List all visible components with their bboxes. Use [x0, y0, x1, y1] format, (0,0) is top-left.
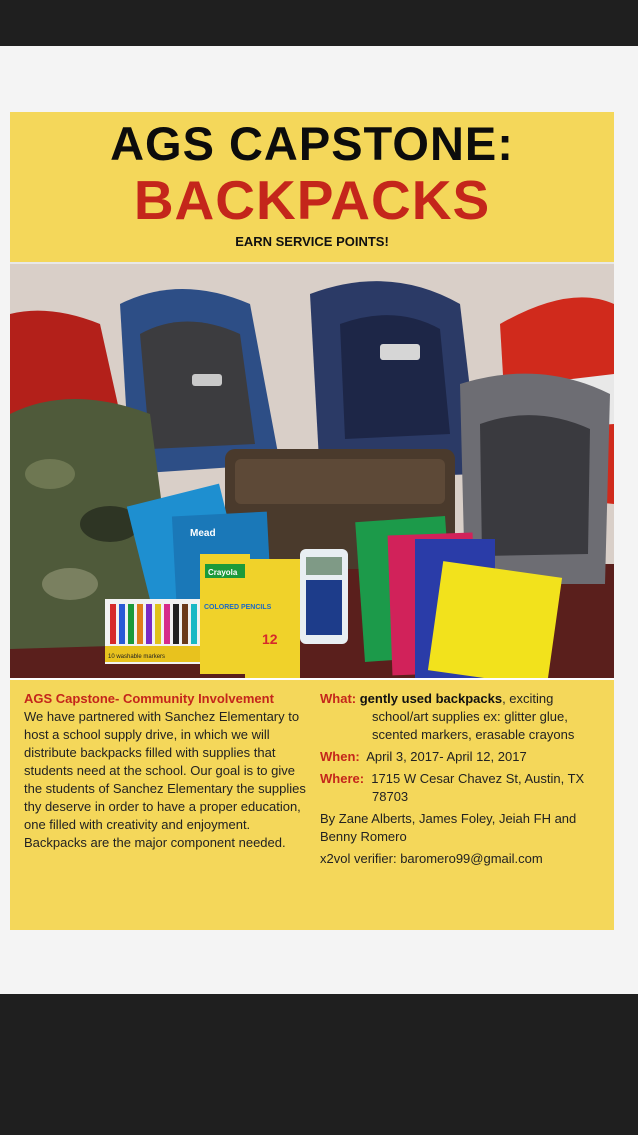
notebook-yellow: [428, 561, 562, 678]
pencils-count: 12: [262, 631, 278, 647]
about-heading: AGS Capstone- Community Involvement: [24, 691, 274, 706]
what-rest-2: school/art supplies ex: glitter glue, scented markers, erasable crayons: [372, 709, 575, 742]
what-bold: gently used backpacks: [359, 691, 503, 706]
title-line-2: BACKPACKS: [133, 169, 491, 231]
flyer: [10, 112, 614, 930]
document-page: [0, 46, 638, 994]
what-label: What:: [320, 691, 357, 706]
pencils-label: COLORED PENCILS: [204, 604, 272, 611]
markers-label: 10 washable markers: [108, 654, 166, 660]
when-row: [320, 748, 608, 766]
subtitle: EARN SERVICE POINTS!: [235, 234, 389, 249]
when-label: When:: [320, 749, 360, 764]
where-label: Where:: [320, 771, 365, 786]
where-row: [320, 770, 608, 806]
about-body: We have partnered with Sanchez Elementary to host a school supply drive, in which we will distribute backpacks filled with supplies that students need at the school. Our goal is to give the students of Sanchez Elementary the supplies thy deserve in order to have a proper education, one filled with creativity and enjoyment. Backpacks are the major component needed.: [24, 709, 306, 850]
about-column: [24, 690, 306, 852]
what-rest-1: , exciting: [502, 691, 554, 706]
when-value: April 3, 2017- April 12, 2017: [366, 749, 527, 764]
verifier: x2vol verifier: baromero99@gmail.com: [320, 851, 543, 866]
backpacks-photo-illustration: [10, 264, 614, 678]
where-value: 1715 W Cesar Chavez St, Austin, TX 78703: [371, 771, 585, 804]
pencils-box-2: [245, 559, 300, 678]
what-row: [320, 690, 608, 744]
mead-label: Mead: [190, 528, 216, 539]
by-line: By Zane Alberts, James Foley, Jeiah FH and Benny Romero: [320, 811, 577, 844]
event-details-column: [320, 690, 608, 872]
flyer-header: [10, 112, 614, 262]
crayola-label: Crayola: [208, 568, 238, 577]
title-line-1: AGS CAPSTONE:: [110, 117, 514, 170]
flyer-details-section: [10, 678, 614, 930]
backpacks-photo: [10, 262, 614, 680]
